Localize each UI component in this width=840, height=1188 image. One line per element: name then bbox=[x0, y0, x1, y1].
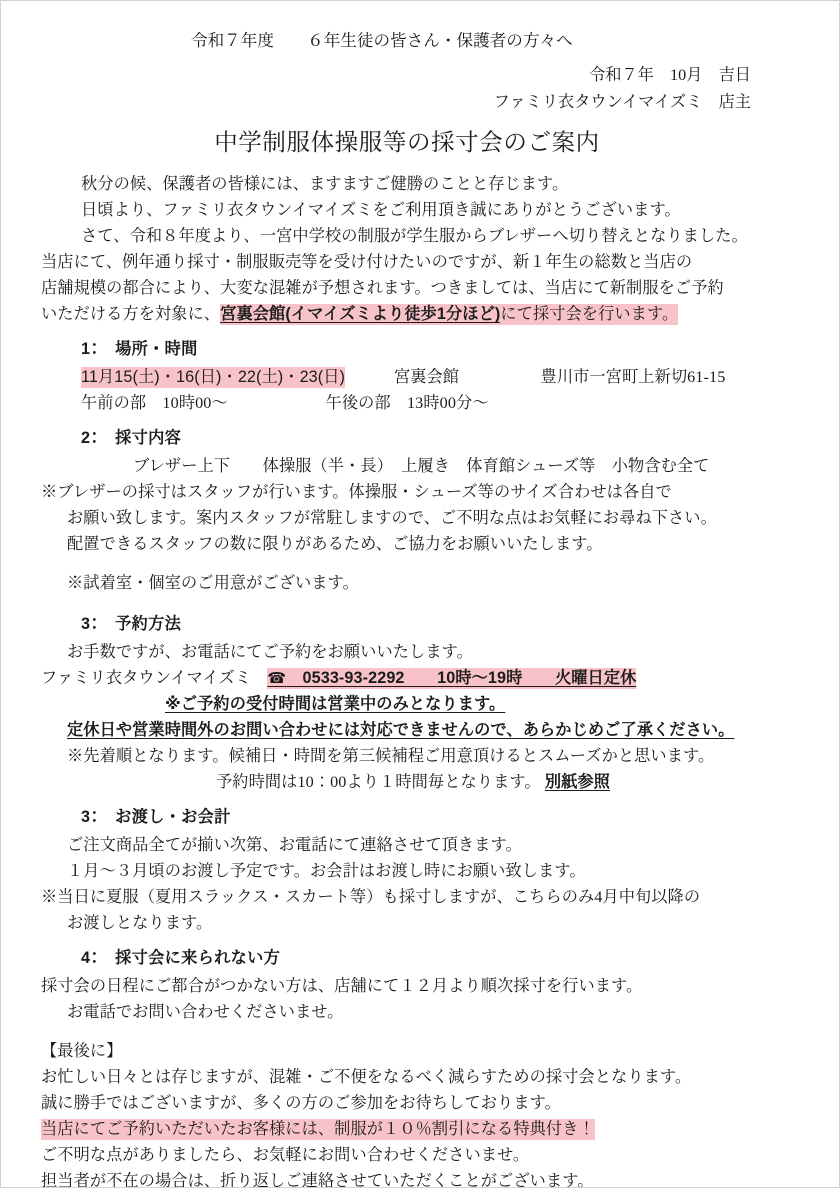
closing-line-2: 誠に勝手ではございますが、多くの方のご参加をお待ちしております。 bbox=[41, 1094, 561, 1112]
section-2-note-3: 配置できるスタッフの数に限りがあるため、ご協力をお願いいたします。 bbox=[67, 535, 603, 553]
section-1-time-row bbox=[41, 390, 799, 416]
sender-line: ファミリ衣タウンイマイズミ 店主 bbox=[493, 93, 751, 111]
closing-heading: 【最後に】 bbox=[41, 1042, 123, 1060]
intro-line-2: 日頃より、ファミリ衣タウンイマイズミをご利用頂き誠にありがとうございます。 bbox=[81, 201, 681, 219]
venue-highlight: 宮裏会館(イマイズミより徒歩1分ほど) bbox=[220, 305, 501, 323]
section-2-items: ブレザー上下 体操服（半・長） 上履き 体育館シューズ等 小物含む全て bbox=[133, 457, 710, 475]
intro-line-5: 店舗規模の都合により、大変な混雑が予想されます。つきましては、当店にて新制服をご予約 bbox=[41, 279, 724, 297]
section-2-note-2: お願い致します。案内スタッフが常駐しますので、ご不明な点はお気軽にお尋ね下さい。 bbox=[67, 509, 717, 527]
section-1-venue-wrap bbox=[345, 368, 725, 386]
addressee-line: 令和７年度 ６年生徒の皆さん・保護者の方々へ bbox=[191, 31, 573, 50]
tel-closed: 火曜日定休 bbox=[554, 669, 637, 687]
spacer bbox=[41, 557, 799, 570]
closing-line-5: 担当者が不在の場合は、折り返しご連絡させていただくことがございます。 bbox=[41, 1172, 594, 1188]
section-4-heading: 3： お渡し・お会計 bbox=[81, 808, 231, 826]
section-3-contact-row bbox=[41, 665, 799, 691]
section-1-venue: 宮裏会館 bbox=[393, 368, 460, 386]
intro-line-1: 秋分の候、保護者の皆様には、ますますご健勝のことと存じます。 bbox=[81, 175, 569, 193]
section-4-line-1: ご注文商品全てが揃い次第、お電話にて連絡させて頂きます。 bbox=[67, 836, 522, 854]
document-sheet bbox=[1, 1, 839, 1187]
section-3-heading: 3： 予約方法 bbox=[81, 615, 182, 633]
section-3-warning-1: ※ご予約の受付時間は営業中のみとなります。 bbox=[165, 695, 506, 713]
closing-discount-row bbox=[41, 1116, 799, 1142]
section-3-warning-2-row bbox=[41, 717, 799, 743]
section-1-dates: 11月15(土)・16(日)・22(土)・23(日) bbox=[81, 368, 346, 386]
section-2-heading: 2： 採寸内容 bbox=[81, 429, 182, 447]
section-3-slot-text: 予約時間は10：00より１時間毎となります。 bbox=[216, 773, 541, 791]
section-3-slot-reference: 別紙参照 bbox=[544, 773, 610, 791]
section-3-warning-1-row bbox=[41, 691, 799, 717]
intro-line-3: さて、令和８年度より、一宮中学校の制服が学生服からブレザーへ切り替えとなりました。 bbox=[81, 227, 748, 245]
spacer bbox=[41, 596, 799, 609]
spacer bbox=[41, 327, 799, 334]
closing-line-1: お忙しい日々とは存じますが、混雑・ご不便をなるべく減らすための採寸会となります。 bbox=[41, 1068, 692, 1086]
contact-highlight bbox=[267, 668, 636, 689]
section-3-warning-2: 定休日や営業時間外のお問い合わせには対応できませんので、あらかじめご了承ください。 bbox=[67, 721, 735, 739]
intro-line-6-prefix: いただける方を対象に、 bbox=[41, 305, 221, 323]
tel-number: 0533-93-2292 bbox=[302, 669, 405, 687]
section-5-heading: 4： 採寸会に来られない方 bbox=[81, 949, 281, 967]
section-1-schedule-row bbox=[41, 364, 799, 390]
section-5-line-1: 採寸会の日程にご都合がつかない方は、店舗にて１２月より順次採寸を行います。 bbox=[41, 977, 643, 995]
spacer bbox=[41, 416, 799, 423]
section-2-note-4: ※試着室・個室のご用意がございます。 bbox=[67, 574, 359, 592]
page-title: 中学制服体操服等の採寸会のご案内 bbox=[214, 130, 600, 156]
section-1-heading: 1： 場所・時間 bbox=[81, 340, 198, 358]
tel-hours: 10時～19時 bbox=[437, 669, 523, 687]
intro-line-6 bbox=[41, 301, 799, 327]
spacer bbox=[41, 936, 799, 943]
spacer bbox=[41, 1025, 799, 1038]
section-2-note-1: ※ブレザーの採寸はスタッフが行います。体操服・シューズ等のサイズ合わせは各自で bbox=[41, 483, 672, 501]
section-1-afternoon: 午後の部 13時00分～ bbox=[325, 394, 489, 412]
shop-name: ファミリ衣タウンイマイズミ bbox=[41, 669, 252, 687]
intro-line-4: 当店にて、例年通り採寸・制服販売等を受け付けたいのですが、新１年生の総数と当店の bbox=[41, 253, 693, 271]
section-4-line-3: ※当日に夏服（夏用スラックス・スカート等）も採寸しますが、こちらのみ4月中旬以降の bbox=[41, 888, 701, 906]
section-4-line-4: お渡しとなります。 bbox=[67, 914, 213, 932]
closing-line-4: ご不明な点がありましたら、お気軽にお問い合わせくださいませ。 bbox=[41, 1146, 530, 1164]
section-1-address: 豊川市一宮町上新切61-15 bbox=[540, 368, 726, 386]
closing-discount-highlight: 当店にてご予約いただいたお客様には、制服が１０％割引になる特典付き！ bbox=[41, 1120, 595, 1138]
section-1-morning: 午前の部 10時00～ bbox=[81, 394, 228, 412]
section-3-order-note: ※先着順となります。候補日・時間を第三候補程ご用意頂けるとスムーズかと思います。 bbox=[67, 747, 715, 765]
section-5-line-2: お電話でお問い合わせくださいませ。 bbox=[67, 1003, 344, 1021]
section-3-slot-row bbox=[41, 769, 799, 795]
intro-line-6-suffix: にて採寸会を行います。 bbox=[500, 305, 679, 323]
spacer bbox=[41, 795, 799, 802]
spacer bbox=[41, 55, 799, 62]
telephone-icon: ☎ bbox=[267, 669, 287, 687]
section-3-lead: お手数ですが、お電話にてご予約をお願いいたします。 bbox=[67, 643, 473, 661]
section-4-line-2: １月～３月頃のお渡し予定です。お会計はお渡し時にお願い致します。 bbox=[67, 862, 586, 880]
date-line: 令和７年 10月 吉日 bbox=[589, 66, 751, 84]
